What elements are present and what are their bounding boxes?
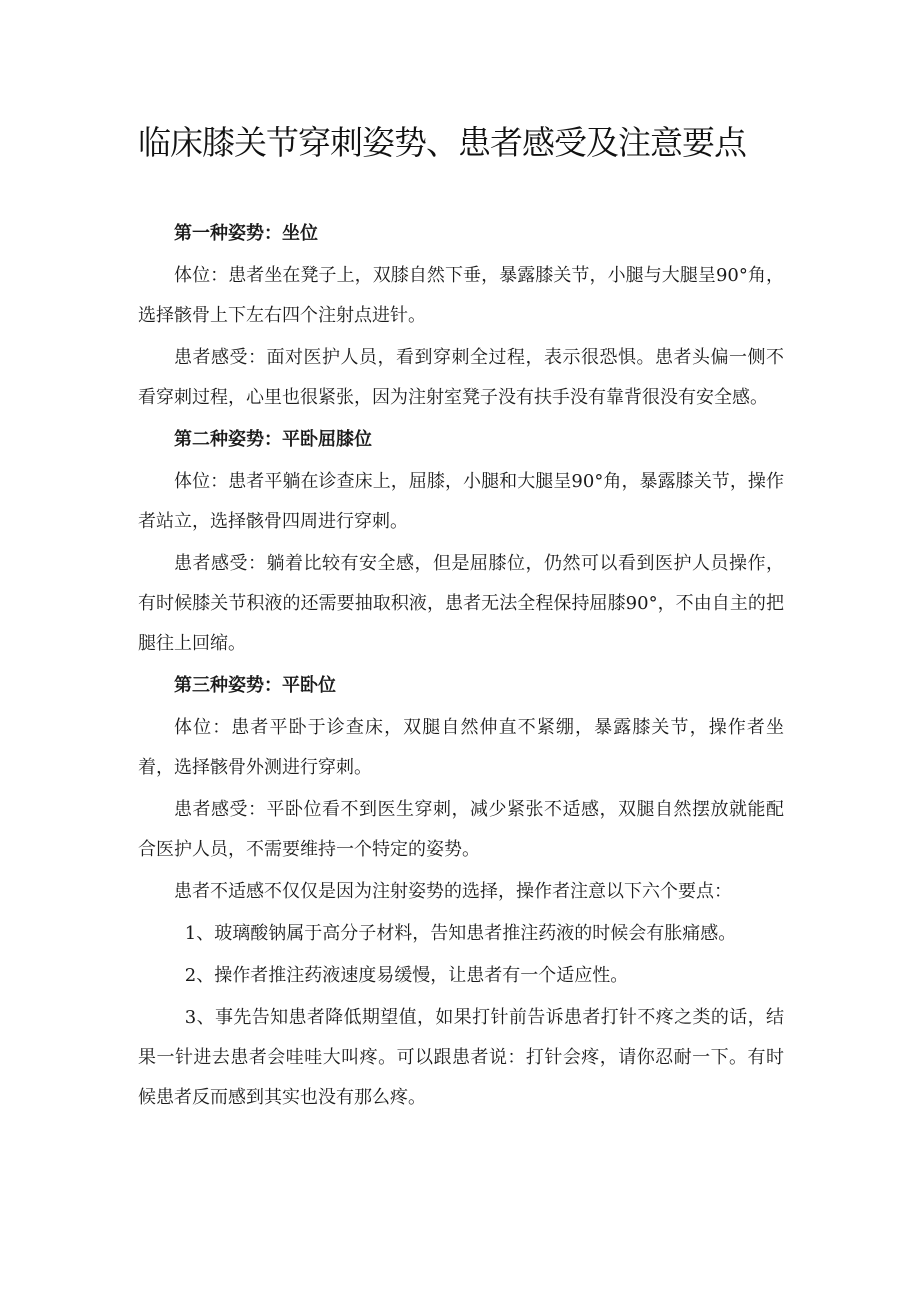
document-body — [138, 214, 784, 1120]
note-item: 2、操作者推注药液速度易缓慢，让患者有一个适应性。 — [184, 965, 629, 986]
section-feeling-paragraph: 患者感受：面对医护人员，看到穿刺全过程，表示很恐惧。患者头偏一侧不看穿刺过程，心里也很紧张，因为注射室凳子没有扶手没有靠背很没有安全感。 — [138, 347, 784, 408]
section-position-paragraph: 体位：患者平躺在诊查床上，屈膝，小腿和大腿呈90°角，暴露膝关节，操作者站立，选择骸骨四周进行穿刺。 — [138, 471, 784, 532]
section-position-paragraph: 体位：患者坐在凳子上，双膝自然下垂，暴露膝关节，小腿与大腿呈90°角，选择骸骨上下左右四个注射点进针。 — [138, 265, 784, 326]
note-item: 1、玻璃酸钠属于高分子材料，告知患者推注药液的时候会有胀痛感。 — [184, 923, 737, 944]
section-position-paragraph: 体位：患者平卧于诊查床，双腿自然伸直不紧绷，暴露膝关节，操作者坐着，选择骸骨外测进行穿刺。 — [138, 717, 784, 778]
section-heading: 第三种姿势：平卧位 — [174, 675, 336, 696]
section-feeling-paragraph: 患者感受：平卧位看不到医生穿刺，减少紧张不适感，双腿自然摆放就能配合医护人员，不需要维持一个特定的姿势。 — [138, 799, 784, 860]
notes-intro-paragraph: 患者不适感不仅仅是因为注射姿势的选择，操作者注意以下六个要点： — [174, 881, 732, 902]
section-heading: 第二种姿势：平卧屈膝位 — [174, 429, 372, 450]
note-item: 3、事先告知患者降低期望值，如果打针前告诉患者打针不疼之类的话，结果一针进去患者会哇哇大叫疼。可以跟患者说：打针会疼，请你忍耐一下。有时候患者反而感到其实也没有那么疼。 — [138, 1007, 784, 1108]
section-heading: 第一种姿势：坐位 — [174, 223, 318, 244]
section-feeling-paragraph: 患者感受：躺着比较有安全感，但是屈膝位，仍然可以看到医护人员操作，有时候膝关节积液的还需要抽取积液，患者无法全程保持屈膝90°，不由自主的把腿往上回缩。 — [138, 553, 784, 654]
document-title: 临床膝关节穿刺姿势、患者感受及注意要点 — [138, 123, 746, 162]
